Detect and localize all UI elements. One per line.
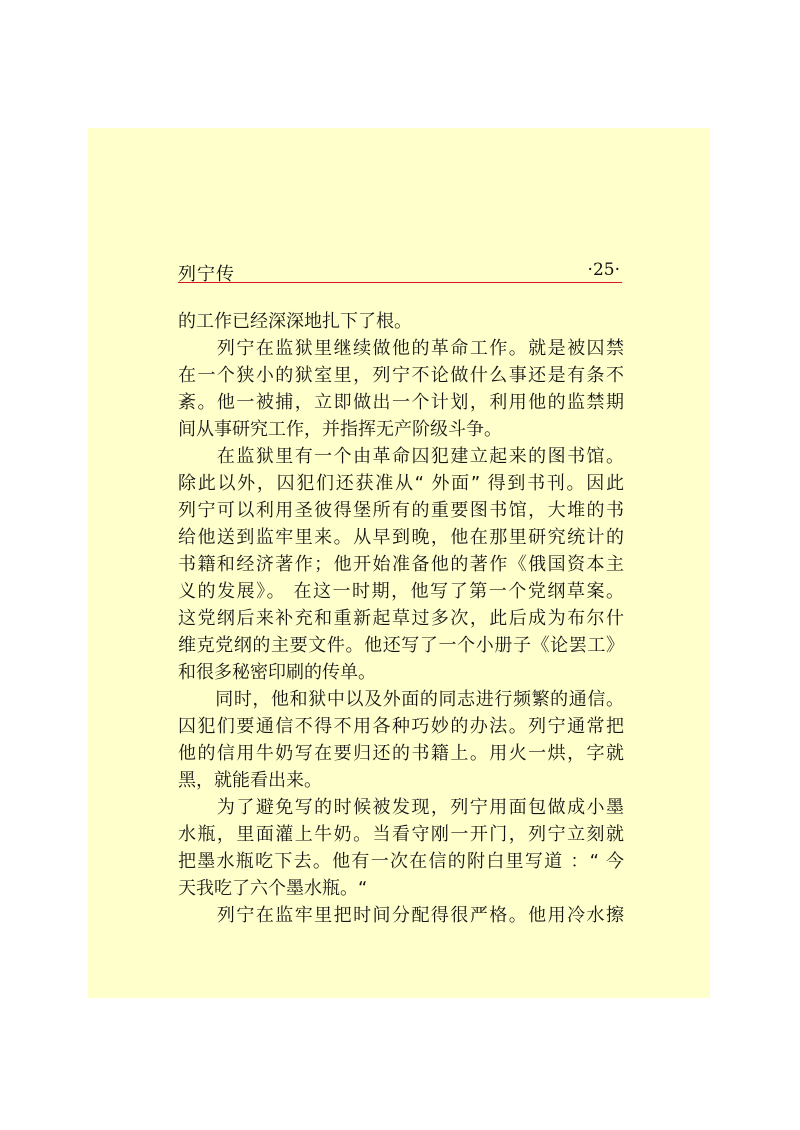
text-line: 维克党纲的主要文件。他还写了一个小册子《论罢工》 bbox=[178, 635, 624, 656]
text-line: 的工作已经深深地扎下了根。 bbox=[178, 311, 412, 332]
text-line: 囚犯们要通信不得不用各种巧妙的办法。列宁通常把 bbox=[178, 716, 624, 737]
text-line: 他的信用牛奶写在要归还的书籍上。用火一烘，字就 bbox=[178, 743, 624, 764]
text-line: 黑，就能看出来。 bbox=[178, 770, 322, 791]
text-line: 在一个狭小的狱室里，列宁不论做什么事还是有条不 bbox=[178, 365, 624, 386]
text-line: 书籍和经济著作；他开始准备他的著作《俄国资本主 bbox=[178, 554, 624, 575]
text-line: 水瓶，里面灌上牛奶。当看守刚一开门，列宁立刻就 bbox=[178, 824, 624, 845]
text-line: 在监狱里有一个由革命囚犯建立起来的图书馆。 bbox=[178, 446, 624, 467]
text-line: 天我吃了六个墨水瓶。“ bbox=[178, 878, 368, 899]
text-line: 列宁可以利用圣彼得堡所有的重要图书馆，大堆的书 bbox=[178, 500, 624, 521]
text-line: 紊。他一被捕，立即做出一个计划，利用他的监禁期 bbox=[178, 392, 624, 413]
body-text bbox=[178, 308, 624, 929]
book-title: 列宁传 bbox=[178, 264, 235, 285]
text-line: 义的发展》。 在这一时期，他写了第一个党纲草案。 bbox=[178, 581, 624, 602]
header-divider bbox=[178, 282, 622, 283]
text-line: 列宁在监牢里把时间分配得很严格。他用冷水擦 bbox=[178, 905, 624, 926]
text-line: 除此以外，囚犯们还获准从“ 外面” 得到书刊。因此 bbox=[178, 473, 624, 494]
text-line: 列宁在监狱里继续做他的革命工作。就是被囚禁 bbox=[178, 338, 624, 359]
text-line: 为了避免写的时候被发现，列宁用面包做成小墨 bbox=[178, 797, 624, 818]
text-line: 间从事研究工作，并指挥无产阶级斗争。 bbox=[178, 419, 502, 440]
text-line: 这党纲后来补充和重新起草过多次，此后成为布尔什 bbox=[178, 608, 624, 629]
text-line: 把墨水瓶吃下去。他有一次在信的附白里写道 ：“ 今 bbox=[178, 851, 624, 872]
text-line: 同时，他和狱中以及外面的同志进行频繁的通信。 bbox=[178, 689, 624, 710]
page-number: ·25· bbox=[587, 260, 620, 280]
text-line: 和很多秘密印刷的传单。 bbox=[178, 662, 376, 683]
running-header bbox=[178, 258, 622, 284]
text-line: 给他送到监牢里来。从早到晚，他在那里研究统计的 bbox=[178, 527, 624, 548]
